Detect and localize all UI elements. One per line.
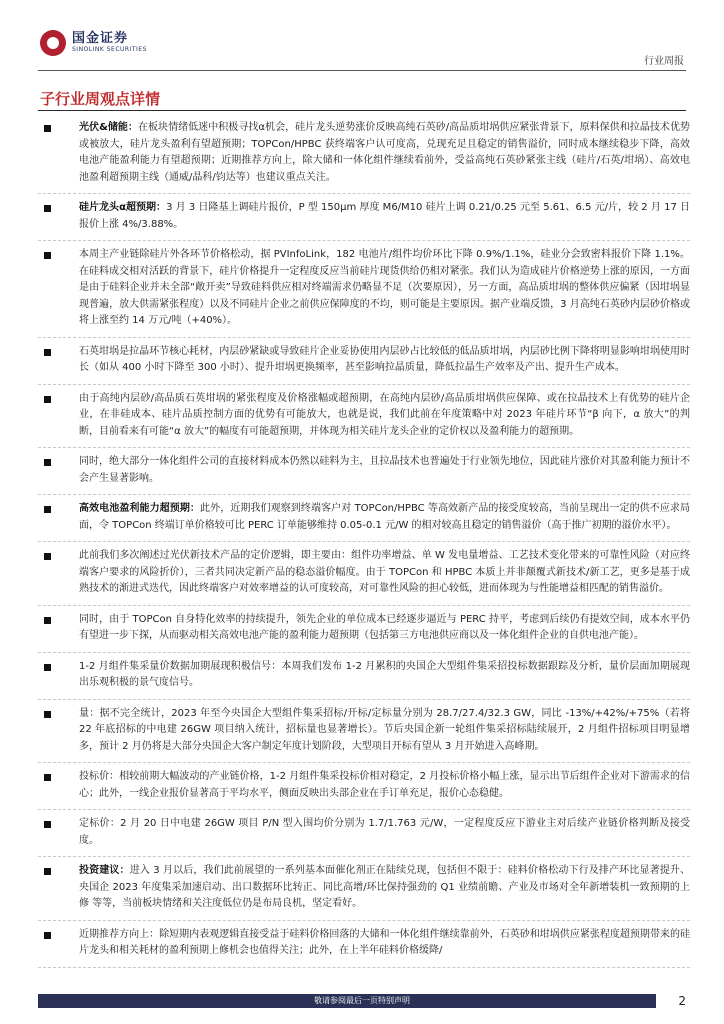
bullet-item <box>38 542 690 606</box>
bullet-text: 进入 3 月以后，我们此前展望的一系列基本面催化剂正在陆续兑现，包括但不限于：硅料价格松动下行及排产环比显著提升、央国企 2023 年度集采加速启动、出口数据环比转正、同比高增/环比保持强劲的 Q1 业绩前瞻、产业及市场对全年新增装机一致预期的上修 等等，当前板块情绪和关注度低位仍是布局良机，坚定看好。 <box>79 865 690 909</box>
bullet-paragraph <box>79 391 690 441</box>
bullet-item <box>38 857 690 921</box>
bullet-square-icon <box>44 664 51 671</box>
bullet-text: 3 月 3 日隆基上调硅片报价，P 型 150μm 厚度 M6/M10 硅片上调 0.21/0.25 元至 5.61、6.5 元/片，较 2 月 17 日报价上涨 4%/3.88%。 <box>79 202 690 230</box>
bullet-square-icon <box>44 349 51 356</box>
bullet-paragraph <box>79 659 690 692</box>
bullet-square-icon <box>44 821 51 828</box>
bullet-square-icon <box>44 252 51 259</box>
bullet-square-icon <box>44 125 51 132</box>
footer-disclaimer: 敬请参阅最后一页特别声明 <box>314 996 410 1005</box>
bullet-item <box>38 194 690 241</box>
bullet-item <box>38 606 690 653</box>
bullet-square-icon <box>44 396 51 403</box>
brand-name-cn: 国金证券 <box>72 31 129 46</box>
bullet-paragraph <box>79 501 690 534</box>
page-footer <box>38 994 686 1008</box>
bullet-square-icon <box>44 868 51 875</box>
bullet-square-icon <box>44 617 51 624</box>
bullet-item <box>38 921 690 968</box>
bullet-square-icon <box>44 774 51 781</box>
bullet-item <box>38 700 690 764</box>
sinolink-logo-icon <box>40 30 66 56</box>
bullet-text: 近期推荐方向上：除短期内表观逻辑直接受益于硅料价格回落的大储和一体化组件继续靠前外，石英砂和坩埚供应紧张程度超预期带来的硅片龙头和相关耗材的盈利预期上修机会也值得关注；此外，在上半年硅料价格缓降/ <box>79 928 690 956</box>
page-number: 2 <box>678 994 686 1008</box>
bullet-text: 量：据不完全统计，2023 年至今央国企大型组件集采招标/开标/定标量分别为 28.7/27.4/32.3 GW，同比 -13%/+42%/+75%（若将 22 年底招标的中电建 26GW 项目纳入统计，招标量也显著增长）。节后央国企新一轮组件集采招标陆续展开，2 月组件招标项目明显增多，预计 2 月仍将是大部分央国企大客户制定年度计划阶段，大型项目开标有望从 3 月开始进入高峰期。 <box>79 707 690 752</box>
brand-name-en: SINOLINK SECURITIES <box>72 46 147 53</box>
bullet-item <box>38 241 690 338</box>
bullet-text: 定标价：2 月 20 日中电建 26GW 项目 P/N 型入围均价分别为 1.7/1.763 元/W，一定程度反应下游业主对后续产业链价格判断及接受度。 <box>79 818 690 846</box>
bullet-text: 此前我们多次阐述过光伏新技术产品的定价逻辑，即主要由：组件功率增益、单 W 发电量增益、工艺技术变化带来的可靠性风险（对应终端客户要求的风险折价），三者共同决定新产品的稳态溢价幅度。由于 TOPCon 和 HPBC 本质上并非颠覆式新技术/新工艺，更多是基于成熟技术的渐进式迭代，因此终端客户对效率增益的认可度较高，对可靠性风险的担心较低，进而体现为与性能增益相匹配的销售溢价。 <box>79 550 690 594</box>
bullet-paragraph <box>79 863 690 913</box>
bullet-paragraph <box>79 548 690 598</box>
bullet-item <box>38 495 690 542</box>
report-type-label: 行业周报 <box>644 56 684 67</box>
bullet-square-icon <box>44 459 51 466</box>
bullet-text: 1-2 月组件集采量价数据加期展现积极信号：本周我们发布 1-2 月累积的央国企大型组件集采招投标数据跟踪及分析，量价层面加期展现出乐观积极的景气度信号。 <box>79 660 690 688</box>
bullet-text: 由于高纯内层砂/高品质石英坩埚的紧张程度及价格涨幅或超预期，在高纯内层砂/高品质坩埚供应保障、或在拉晶技术上有优势的硅片企业，在非硅成本、硅片品质控制方面的优势有可能放大，也就是说，我们此前在年度策略中对 2023 年硅片环节“β 向下，α 放大”的判断，目前看来有可能“α 放大”的幅度有可能超预期，并体现为相关硅片龙头企业的定价权以及盈利能力的超预期。 <box>79 392 690 437</box>
bullet-text: 此外，近期我们观察到终端客户对 TOPCon/HPBC 等高效新产品的接受度较高，当前呈现出一定的供不应求局面，令 TOPCon 终端订单价格较可比 PERC 订单能够维持 0.05-0.1 元/W 的相对较高且稳定的销售溢价（高于推广初期的溢价水平）。 <box>79 503 690 531</box>
bullet-text: 同时，绝大部分一体化组件公司的直接材料成本仍然以硅料为主，且拉晶技术也普遍处于行业领先地位，因此硅片涨价对其盈利能力预计不会产生显著影响。 <box>79 456 690 484</box>
bullet-square-icon <box>44 205 51 212</box>
bullet-item <box>38 810 690 857</box>
bullet-paragraph <box>79 927 690 960</box>
header-divider <box>38 70 686 71</box>
bullet-paragraph <box>79 769 690 802</box>
bullet-item <box>38 763 690 810</box>
brand-logo <box>40 30 147 56</box>
bullet-item <box>38 385 690 449</box>
bullet-lead: 硅片龙头α超预期： <box>79 202 167 213</box>
bullet-paragraph <box>79 344 690 377</box>
bullet-item <box>38 653 690 700</box>
bullet-paragraph <box>79 706 690 756</box>
bullet-item <box>38 114 690 194</box>
bullet-text: 石英坩埚是拉晶环节核心耗材，内层砂紧缺或导致硅片企业妥协使用内层砂占比较低的低品质坩埚，内层砂比例下降将明显影响坩埚使用时长（如从 400 小时下降至 300 小时）、提升坩埚更换频率，甚至影响拉晶质量，降低拉晶生产效率及产出、提升生产成本。 <box>79 345 690 373</box>
bullet-square-icon <box>44 711 51 718</box>
bullet-item <box>38 448 690 495</box>
bullet-square-icon <box>44 506 51 513</box>
content-list <box>38 114 690 968</box>
bullet-item <box>38 338 690 385</box>
bullet-lead: 光伏&储能： <box>79 122 138 133</box>
bullet-text: 同时，由于 TOPCon 自身特化效率的持续提升，领先企业的单位成本已经逐步逼近与 PERC 持平，考虑到后续仍有提效空间，成本水平仍有望进一步下探，从而驱动相关高效电池产能的盈利能力超预期（包括第三方电池供应商以及一体化组件企业的自供电池产能）。 <box>79 613 690 641</box>
bullet-lead: 高效电池盈利能力超预期： <box>79 503 201 514</box>
bullet-paragraph <box>79 612 690 645</box>
bullet-text: 投标价：相较前期大幅波动的产业链价格，1-2 月组件集采投标价相对稳定，2 月投标价格小幅上涨，显示出节后组件企业对下游需求的信心；此外，一线企业报价显著高于平均水平，侧面反映出头部企业在手订单充足，报价心态稳健。 <box>79 771 690 799</box>
bullet-paragraph <box>79 247 690 330</box>
bullet-lead: 投资建议： <box>79 865 130 876</box>
bullet-paragraph <box>79 120 690 186</box>
page-header <box>0 0 724 72</box>
section-divider <box>38 110 686 111</box>
bullet-square-icon <box>44 553 51 560</box>
bullet-text: 在板块情绪低迷中积极寻找α机会，硅片龙头逆势涨价反映高纯石英砂/高品质坩埚供应紧张背景下，原料保供和拉晶技术优势或被放大，硅片龙头盈利有望超预期；TOPCon/HPBC 获终端客户认可度高，兑现充足且稳定的销售溢价，同时成本继续稳步下降，高效电池产能盈利能力有望超预期；近期推荐方向上，除大储和一体化组件继续看前外，受益高纯石英砂紧张主线（硅片/石英/坩埚）、高效电池盈利超预期主线（通威/晶科/钧达等）也建议重点关注。 <box>79 122 690 183</box>
bullet-paragraph <box>79 200 690 233</box>
section-title: 子行业周观点详情 <box>40 90 161 108</box>
bullet-square-icon <box>44 932 51 939</box>
bullet-text: 本周主产业链除硅片外各环节价格松动，据 PVInfoLink，182 电池片/组件均价环比下降 0.9%/1.1%，硅业分会致密料报价下降 1.1%。在硅料成交相对活跃的背景下，硅片价格提升一定程度反应当前硅片现货供给仍相对紧张。我们认为造成硅片价格逆势上涨的原因，一方面是由于硅料企业并未全部“敞开卖”导致硅料供应相对终端需求仍略显不足（次要原因），另一方面，高品质坩埚的整体供应偏紧（因坩埚显现普遍，放大供需紧张程度）以及不同硅片企业之前供应保障度的不均，则可能是主要原因。据产业端反馈，3 月高纯石英砂内层砂价格或将上涨至约 14 万元/吨（+40%）。 <box>79 249 690 326</box>
page-number-box <box>656 994 686 1008</box>
bullet-paragraph <box>79 816 690 849</box>
bullet-paragraph <box>79 454 690 487</box>
